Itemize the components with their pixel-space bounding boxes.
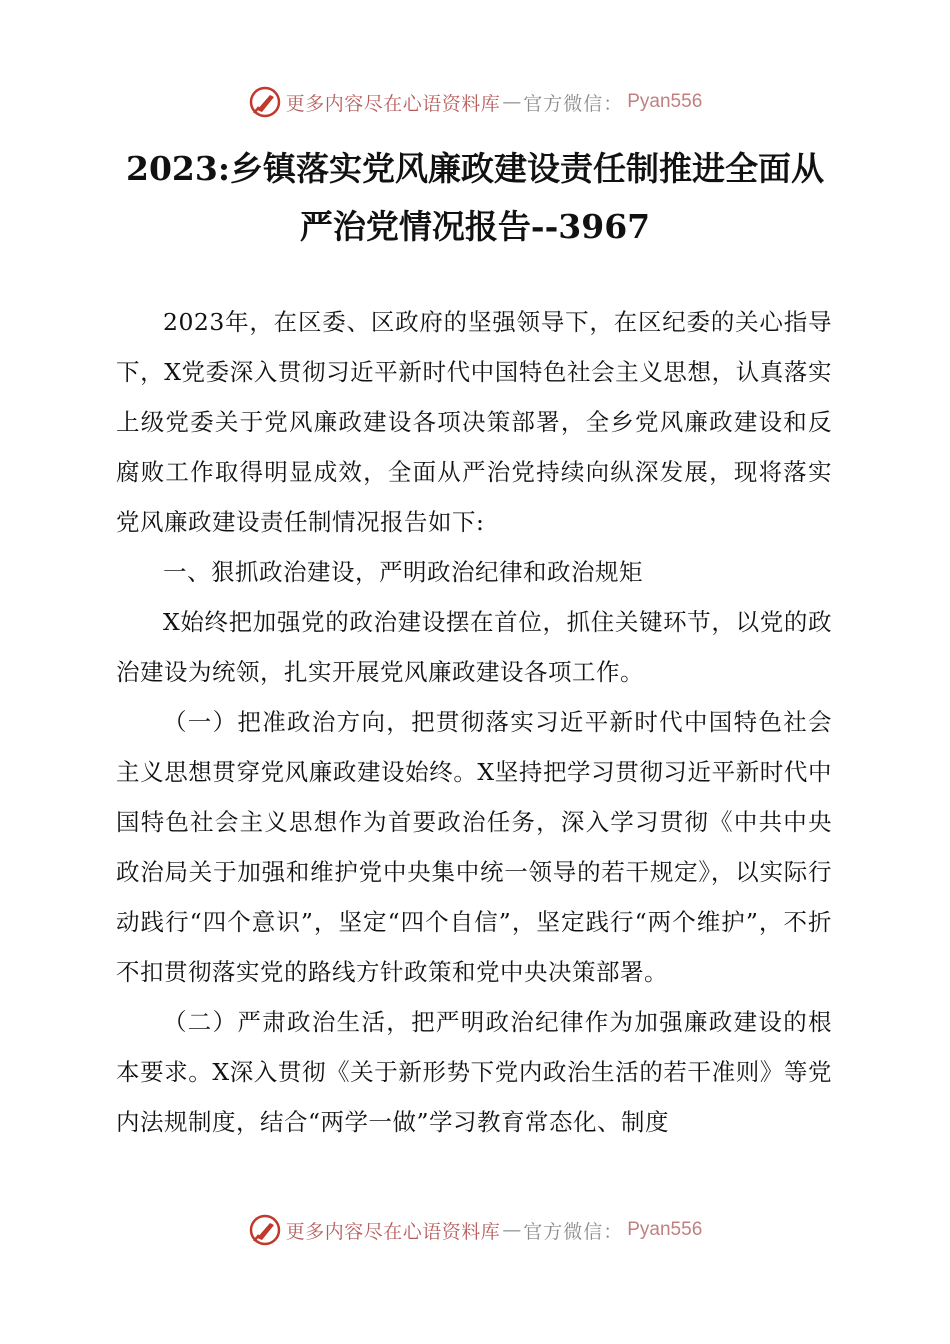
header-watermark xyxy=(0,82,950,122)
pen-nib-icon xyxy=(248,1213,282,1247)
watermark-wechat-id: Pyan556 xyxy=(627,91,703,112)
paragraph-section-1: X始终把加强党的政治建设摆在首位，抓住关键环节，以党的政治建设为统领，扎实开展党风廉政建设各项工作。 xyxy=(116,608,832,686)
watermark-separator: — xyxy=(502,91,522,113)
watermark-wechat-label: 官方微信： xyxy=(523,1220,624,1243)
watermark-text: 更多内容尽在心语资料库 xyxy=(285,92,501,115)
watermark-text: 更多内容尽在心语资料库 xyxy=(285,1220,501,1243)
paragraph-intro: 2023年，在区委、区政府的坚强领导下，在区纪委的关心指导下，X党委深入贯彻习近平新时代中国特色社会主义思想，认真落实上级党委关于党风廉政建设各项决策部署，全乡党风廉政建设和反腐败工作取得明显成效，全面从严治党持续向纵深发展，现将落实党风廉政建设责任制情况报告如下: xyxy=(116,308,832,536)
paragraph-subsection-2: （二）严肃政治生活，把严明政治纪律作为加强廉政建设的根本要求。X深入贯彻《关于新形势下党内政治生活的若干准则》等党内法规制度，结合“两学一做”学习教育常态化、制度 xyxy=(116,1008,832,1136)
footer-watermark xyxy=(0,1210,950,1250)
section-heading-1: 一、狠抓政治建设，严明政治纪律和政治规矩 xyxy=(163,558,643,586)
watermark-wechat-label: 官方微信： xyxy=(523,92,624,115)
document-title: 2023:乡镇落实党风廉政建设责任制推进全面从严治党情况报告--3967 xyxy=(125,149,825,246)
paragraph-subsection-1: （一）把准政治方向，把贯彻落实习近平新时代中国特色社会主义思想贯穿党风廉政建设始终。X坚持把学习贯彻习近平新时代中国特色社会主义思想作为首要政治任务，深入学习贯彻《中共中央政治局关于加强和维护党中央集中统一领导的若干规定》，以实际行动践行“四个意识”，坚定“四个自信”，坚定践行“两个维护”，不折不扣贯彻落实党的路线方针政策和党中央决策部署。 xyxy=(116,708,832,986)
document-body xyxy=(116,297,832,1147)
watermark-wechat-id: Pyan556 xyxy=(627,1219,703,1240)
pen-nib-icon xyxy=(248,85,282,119)
watermark-separator: — xyxy=(502,1219,522,1241)
